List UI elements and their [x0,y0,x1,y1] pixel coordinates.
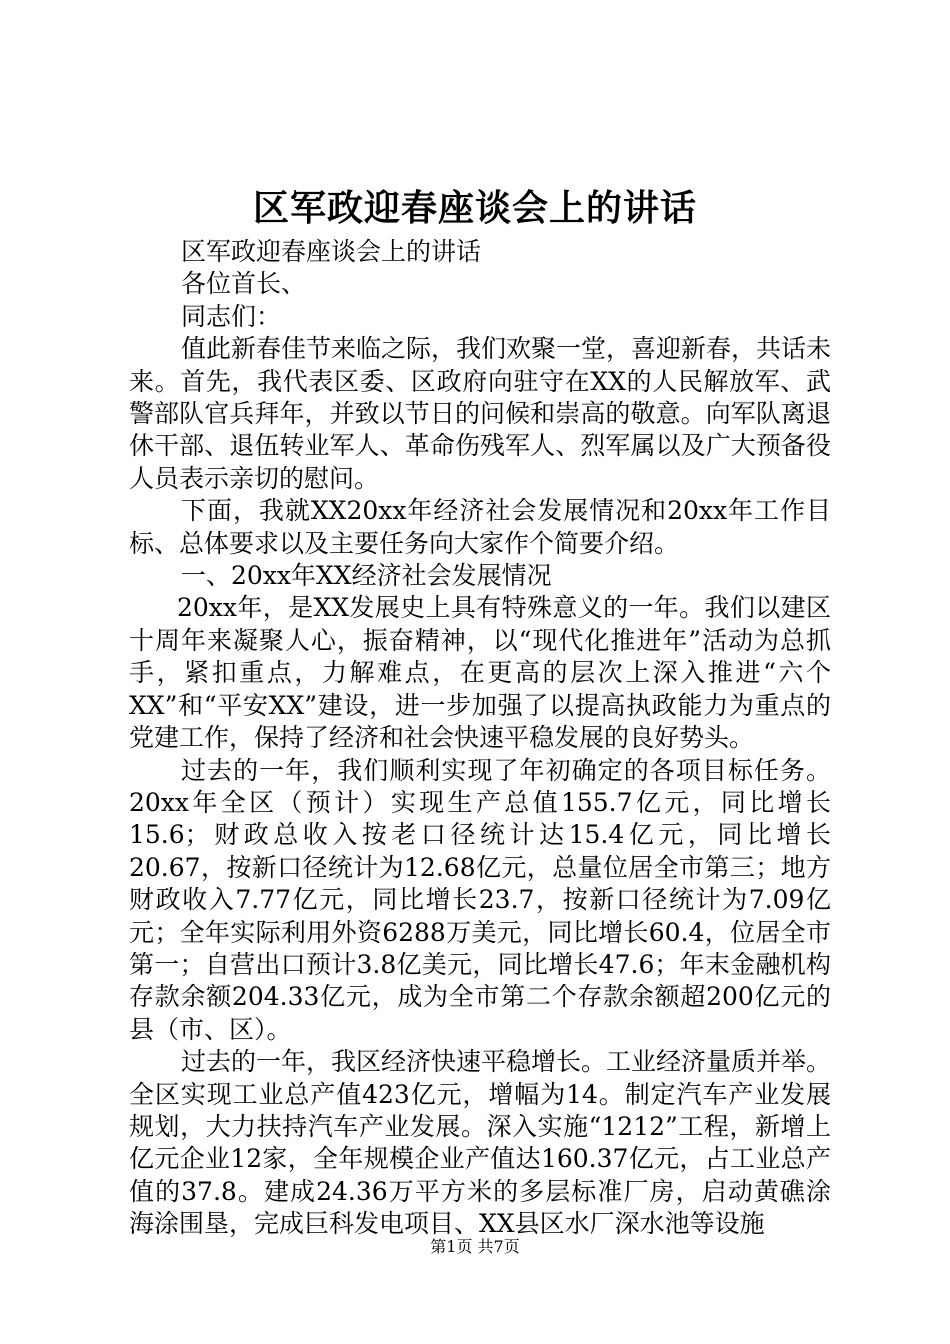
paragraph-subtitle: 区军政迎春座谈会上的讲话 [181,237,482,266]
paragraph-opening: 值此新春佳节来临之际，我们欢聚一堂，喜迎新春，共话未来。首先，我代表区委、区政府向驻守在XX的人民解放军、武警部队官兵拜年，并致以节日的问候和崇高的敬意。向军队离退休干部、退伍转业军人、革命伤残军人、烈军属以及广大预备役人员表示亲切的慰问。 [129,334,832,493]
paragraph-targets: 过去的一年，我们顺利实现了年初确定的各项目标任务。20xx年全区（预计）实现生产总值155.7亿元，同比增长15.6；财政总收入按老口径统计达15.4亿元，同比增长20.67，按新口径统计为12.68亿元，总量位居全市第三；地方财政收入7.77亿元，同比增长23.7，按新口径统计为7.09亿元；全年实际利用外资6288万美元，同比增长60.4，位居全市第一；自营出口预计3.8亿美元，同比增长47.6；年末金融机构存款余额204.33亿元，成为全市第二个存款余额超200亿元的县（市、区）。 [129,755,831,1044]
paragraph-economy: 过去的一年，我区经济快速平稳增长。工业经济量质并举。全区实现工业总产值423亿元，增幅为14。制定汽车产业发展规划，大力扶持汽车产业发展。深入实施“1212”工程，新增上亿元企业12家，全年规模企业产值达160.37亿元，占工业总产值的37.8。建成24.36万平方米的多层标准厂房，启动黄礁涂海涂围垦，完成巨科发电项目、XX县区水厂深水池等设施 [129,1047,832,1239]
paragraph-salutation-1: 各位首长、 [181,269,307,299]
paragraph-introduction: 下面，我就XX20xx年经济社会发展情况和20xx年工作目标、总体要求以及主要任务向大家作个简要介绍。 [129,496,831,558]
document-body [129,236,831,1241]
paragraph-year-summary: 20xx年，是XX发展史上具有特殊意义的一年。我们以建区十周年来凝聚人心，振奋精神，以“现代化推进年”活动为总抓手，紧扣重点，力解难点，在更高的层次上深入推进“六个XX”和“平安XX”建设，进一步加强了以提高执政能力为重点的党建工作，保持了经济和社会快速平稳发展的良好势头。 [129,593,831,753]
page-footer: 第1页 共7页 [430,1237,520,1256]
document-title: 区军政迎春座谈会上的讲话 [252,187,697,229]
section-heading-1: 一、20xx年XX经济社会发展情况 [181,561,552,591]
paragraph-salutation-2: 同志们： [181,301,282,331]
